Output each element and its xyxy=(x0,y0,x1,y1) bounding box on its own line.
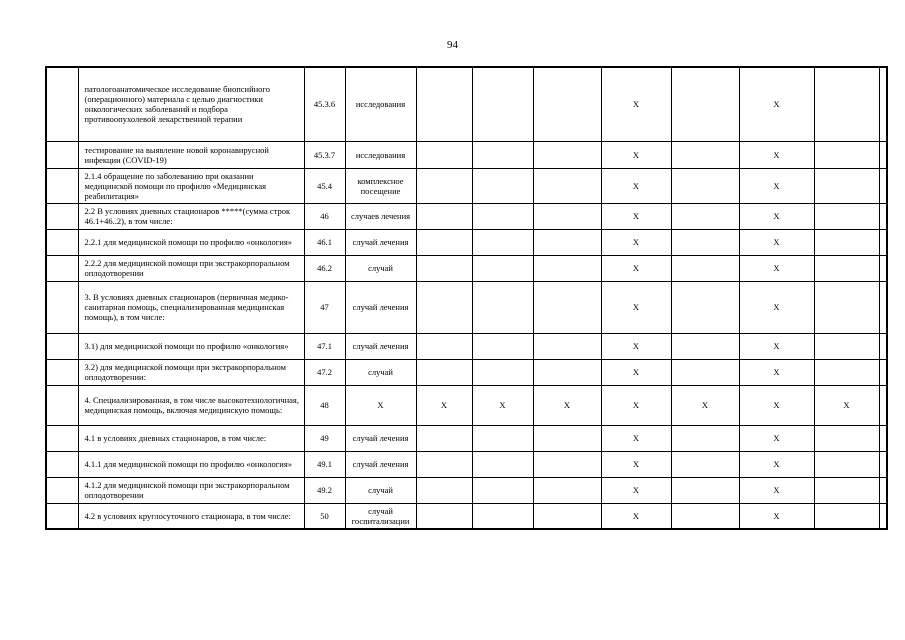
value-cell xyxy=(671,255,739,281)
value-cell xyxy=(472,425,533,451)
value-cell xyxy=(533,451,601,477)
unit-cell: случай госпитализации xyxy=(345,503,416,529)
unit-cell: комплексное посещение xyxy=(345,168,416,203)
value-cell xyxy=(671,359,739,385)
page-number: 94 xyxy=(447,39,458,51)
value-cell: Х xyxy=(601,141,671,168)
value-cell xyxy=(416,477,472,503)
row-code-cell: 49.2 xyxy=(304,477,345,503)
value-cell xyxy=(416,333,472,359)
value-cell xyxy=(533,141,601,168)
value-cell xyxy=(472,229,533,255)
blank-cell xyxy=(46,477,78,503)
value-cell xyxy=(671,503,739,529)
value-cell xyxy=(814,229,879,255)
value-cell xyxy=(879,359,887,385)
value-cell xyxy=(814,203,879,229)
row-code-cell: 50 xyxy=(304,503,345,529)
value-cell xyxy=(879,503,887,529)
blank-cell xyxy=(46,425,78,451)
indicator-name-cell: 2.2.1 для медицинской помощи по профилю «онкология» xyxy=(78,229,304,255)
row-code-cell: 45.3.7 xyxy=(304,141,345,168)
value-cell xyxy=(671,425,739,451)
unit-cell: случай xyxy=(345,359,416,385)
value-cell: Х xyxy=(739,168,814,203)
value-cell xyxy=(671,281,739,333)
table-row xyxy=(46,425,887,451)
value-cell xyxy=(814,281,879,333)
blank-cell xyxy=(46,503,78,529)
indicator-name-cell: 2.2 В условиях дневных стационаров *****(сумма строк 46.1+46..2), в том числе: xyxy=(78,203,304,229)
table-row xyxy=(46,141,887,168)
value-cell xyxy=(416,359,472,385)
value-cell xyxy=(671,67,739,141)
value-cell: Х xyxy=(739,255,814,281)
value-cell: Х xyxy=(739,503,814,529)
value-cell xyxy=(671,451,739,477)
value-cell xyxy=(533,477,601,503)
value-cell: Х xyxy=(739,451,814,477)
indicator-name-cell: 2.1.4 обращение по заболеванию при оказании медицинской помощи по профилю «Медицинская реабилитация» xyxy=(78,168,304,203)
value-cell xyxy=(416,141,472,168)
indicator-name-cell: 3. В условиях дневных стационаров (первичная медико-санитарная помощь, специализированная медицинская помощь), в том числе: xyxy=(78,281,304,333)
unit-cell: случаев лечения xyxy=(345,203,416,229)
row-code-cell: 47 xyxy=(304,281,345,333)
value-cell xyxy=(814,425,879,451)
indicator-name-cell: 4.1.1 для медицинской помощи по профилю «онкология» xyxy=(78,451,304,477)
unit-cell: случай лечения xyxy=(345,333,416,359)
row-code-cell: 46.2 xyxy=(304,255,345,281)
value-cell xyxy=(671,477,739,503)
blank-cell xyxy=(46,67,78,141)
value-cell xyxy=(416,67,472,141)
unit-cell: случай лечения xyxy=(345,425,416,451)
value-cell xyxy=(472,203,533,229)
value-cell xyxy=(814,503,879,529)
table-row xyxy=(46,477,887,503)
indicator-table xyxy=(45,66,888,530)
value-cell: Х xyxy=(739,203,814,229)
blank-cell xyxy=(46,385,78,425)
table-row xyxy=(46,333,887,359)
value-cell xyxy=(814,255,879,281)
value-cell xyxy=(879,385,887,425)
value-cell xyxy=(533,359,601,385)
table-row xyxy=(46,281,887,333)
value-cell: Х xyxy=(601,503,671,529)
value-cell xyxy=(533,503,601,529)
value-cell: Х xyxy=(601,359,671,385)
table-row xyxy=(46,255,887,281)
value-cell xyxy=(472,67,533,141)
blank-cell xyxy=(46,281,78,333)
value-cell: Х xyxy=(739,141,814,168)
value-cell xyxy=(416,255,472,281)
row-code-cell: 48 xyxy=(304,385,345,425)
table-row xyxy=(46,229,887,255)
table-row xyxy=(46,67,887,141)
value-cell xyxy=(814,333,879,359)
table-row xyxy=(46,385,887,425)
unit-cell: случай xyxy=(345,255,416,281)
row-code-cell: 47.2 xyxy=(304,359,345,385)
value-cell xyxy=(472,168,533,203)
value-cell xyxy=(472,255,533,281)
value-cell: Х xyxy=(739,333,814,359)
value-cell xyxy=(416,503,472,529)
value-cell: Х xyxy=(601,255,671,281)
value-cell xyxy=(879,203,887,229)
value-cell xyxy=(879,281,887,333)
value-cell: Х xyxy=(601,451,671,477)
unit-cell: случай xyxy=(345,477,416,503)
value-cell xyxy=(879,451,887,477)
value-cell: Х xyxy=(533,385,601,425)
value-cell xyxy=(879,477,887,503)
value-cell xyxy=(533,67,601,141)
blank-cell xyxy=(46,451,78,477)
value-cell xyxy=(472,359,533,385)
value-cell: Х xyxy=(601,333,671,359)
value-cell: Х xyxy=(472,385,533,425)
value-cell: Х xyxy=(739,477,814,503)
blank-cell xyxy=(46,203,78,229)
value-cell: Х xyxy=(739,425,814,451)
value-cell: Х xyxy=(739,67,814,141)
row-code-cell: 46 xyxy=(304,203,345,229)
unit-cell: Х xyxy=(345,385,416,425)
row-code-cell: 45.4 xyxy=(304,168,345,203)
value-cell: Х xyxy=(601,168,671,203)
table-row xyxy=(46,451,887,477)
value-cell xyxy=(814,359,879,385)
value-cell xyxy=(533,333,601,359)
value-cell xyxy=(879,255,887,281)
value-cell xyxy=(416,281,472,333)
value-cell xyxy=(533,255,601,281)
value-cell: Х xyxy=(814,385,879,425)
value-cell xyxy=(671,333,739,359)
row-code-cell: 46.1 xyxy=(304,229,345,255)
blank-cell xyxy=(46,359,78,385)
value-cell xyxy=(814,451,879,477)
value-cell: Х xyxy=(739,359,814,385)
value-cell xyxy=(416,203,472,229)
row-code-cell: 45.3.6 xyxy=(304,67,345,141)
value-cell xyxy=(671,141,739,168)
value-cell: Х xyxy=(671,385,739,425)
value-cell xyxy=(533,168,601,203)
indicator-name-cell: 4.1.2 для медицинской помощи при экстракорпоральном оплодотворении xyxy=(78,477,304,503)
unit-cell: случай лечения xyxy=(345,451,416,477)
blank-cell xyxy=(46,141,78,168)
row-code-cell: 49 xyxy=(304,425,345,451)
indicator-name-cell: патологоанатомическое исследование биопсийного (операционного) материала с целью диагностики онкологических заболеваний и подбора противоопухолевой лекарственной терапии xyxy=(78,67,304,141)
value-cell xyxy=(879,229,887,255)
unit-cell: исследования xyxy=(345,67,416,141)
blank-cell xyxy=(46,255,78,281)
value-cell xyxy=(472,503,533,529)
blank-cell xyxy=(46,333,78,359)
blank-cell xyxy=(46,168,78,203)
value-cell xyxy=(879,333,887,359)
indicator-name-cell: 2.2.2 для медицинской помощи при экстракорпоральном оплодотворении xyxy=(78,255,304,281)
value-cell: Х xyxy=(739,385,814,425)
value-cell xyxy=(814,141,879,168)
indicator-name-cell: 4.2 в условиях круглосуточного стационара, в том числе: xyxy=(78,503,304,529)
row-code-cell: 49.1 xyxy=(304,451,345,477)
value-cell xyxy=(416,229,472,255)
value-cell xyxy=(879,425,887,451)
table-row xyxy=(46,359,887,385)
value-cell xyxy=(879,67,887,141)
value-cell: Х xyxy=(601,203,671,229)
indicator-name-cell: 4. Специализированная, в том числе высокотехнологичная, медицинская помощь, включая медицинскую помощь: xyxy=(78,385,304,425)
value-cell: Х xyxy=(601,425,671,451)
indicator-name-cell: 3.1) для медицинской помощи по профилю «онкология» xyxy=(78,333,304,359)
value-cell: Х xyxy=(601,385,671,425)
value-cell xyxy=(814,168,879,203)
unit-cell: случай лечения xyxy=(345,281,416,333)
blank-cell xyxy=(46,229,78,255)
value-cell xyxy=(533,281,601,333)
value-cell xyxy=(533,203,601,229)
value-cell xyxy=(472,281,533,333)
value-cell xyxy=(416,425,472,451)
value-cell xyxy=(814,67,879,141)
value-cell xyxy=(533,425,601,451)
value-cell xyxy=(472,141,533,168)
value-cell xyxy=(879,141,887,168)
value-cell: Х xyxy=(601,477,671,503)
value-cell xyxy=(416,168,472,203)
value-cell: Х xyxy=(739,281,814,333)
value-cell: Х xyxy=(601,281,671,333)
indicator-name-cell: 4.1 в условиях дневных стационаров, в том числе: xyxy=(78,425,304,451)
value-cell: Х xyxy=(416,385,472,425)
value-cell xyxy=(533,229,601,255)
value-cell: Х xyxy=(739,229,814,255)
value-cell: Х xyxy=(601,229,671,255)
table-row xyxy=(46,203,887,229)
indicator-name-cell: 3.2) для медицинской помощи при экстракорпоральном оплодотворении: xyxy=(78,359,304,385)
value-cell xyxy=(416,451,472,477)
value-cell xyxy=(671,229,739,255)
value-cell xyxy=(814,477,879,503)
value-cell xyxy=(472,477,533,503)
table-row xyxy=(46,503,887,529)
unit-cell: исследования xyxy=(345,141,416,168)
table-row xyxy=(46,168,887,203)
value-cell xyxy=(671,203,739,229)
value-cell xyxy=(472,333,533,359)
value-cell: Х xyxy=(601,67,671,141)
value-cell xyxy=(879,168,887,203)
value-cell xyxy=(472,451,533,477)
row-code-cell: 47.1 xyxy=(304,333,345,359)
unit-cell: случай лечения xyxy=(345,229,416,255)
value-cell xyxy=(671,168,739,203)
indicator-name-cell: тестирование на выявление новой коронавирусной инфекции (COVID-19) xyxy=(78,141,304,168)
